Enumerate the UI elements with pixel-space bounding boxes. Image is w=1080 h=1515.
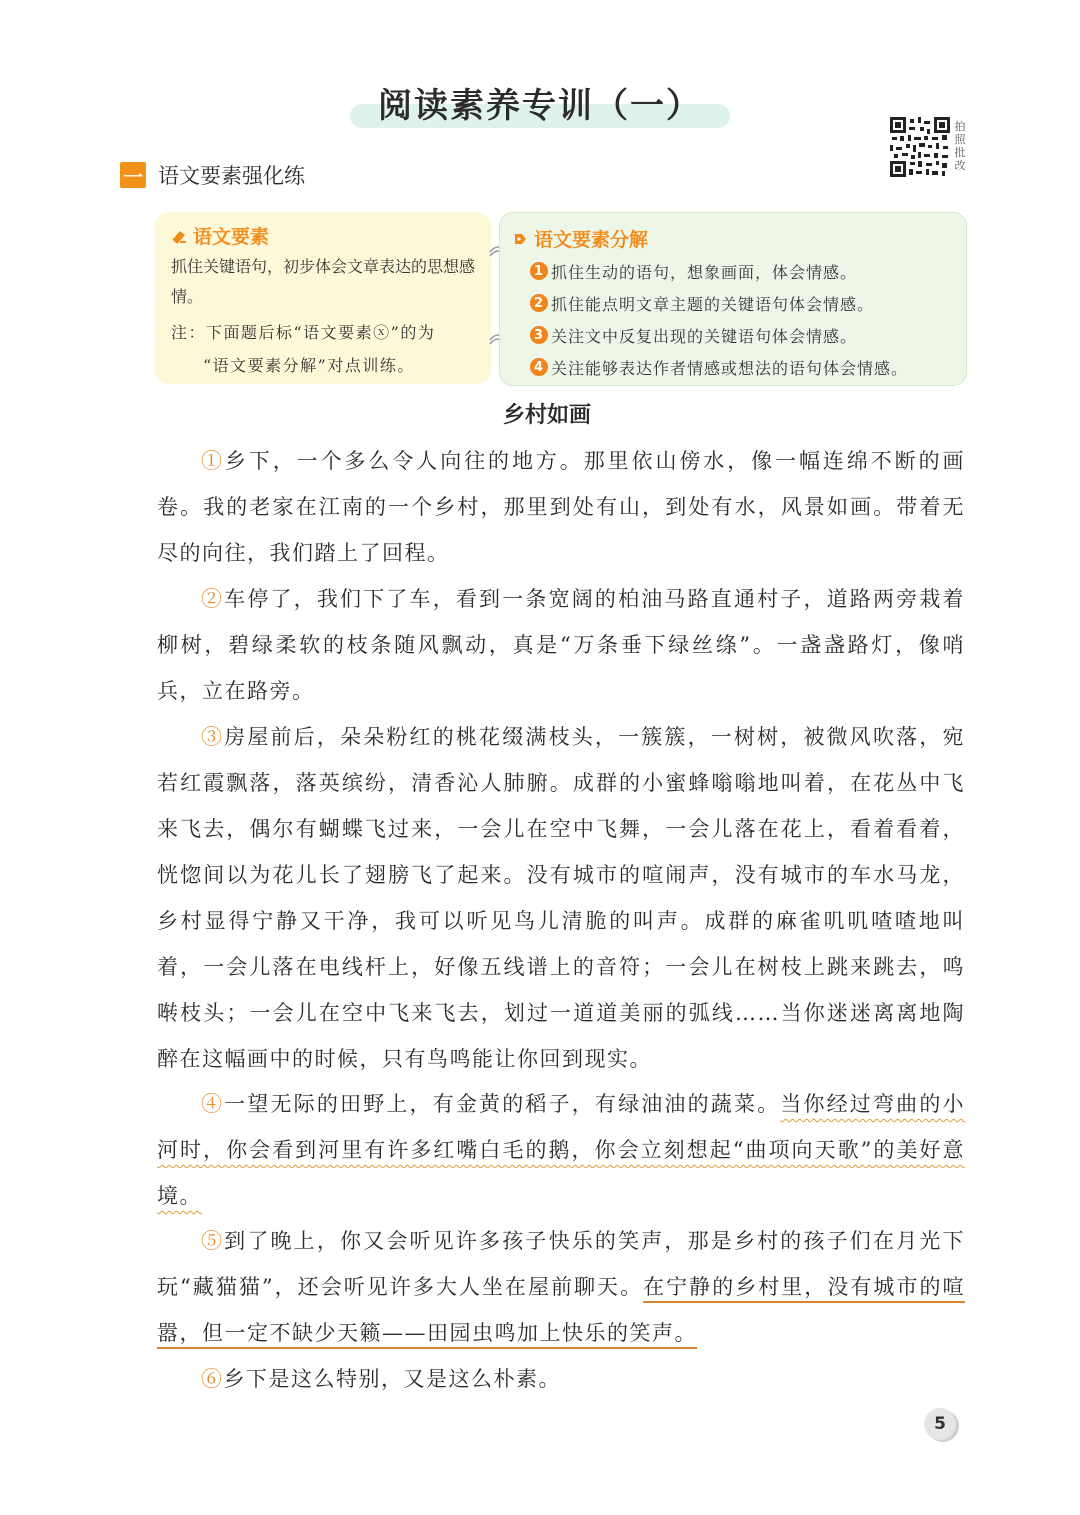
paragraph-marker: ④: [201, 1092, 225, 1116]
breakdown-item: [530, 287, 908, 319]
paragraph-text: 到了晚上，你又会听见许多孩子快乐的笑声，那是乡村的孩子们在月光下玩“藏猫猫”，还会听见许多大人坐在屋前聊天。: [157, 1229, 965, 1299]
breakdown-item: [530, 351, 908, 383]
note-line-1: 注：下面题后标“语文要素ⓧ”的为: [171, 323, 436, 342]
paragraph-text: 房屋前后，朵朵粉红的桃花缀满枝头，一簇簇，一树树，被微风吹落，宛若红霞飘落，落英缤纷，清香沁人肺腑。成群的小蜜蜂嗡嗡地叫着，在花丛中飞来飞去，偶尔有蝴蝶飞过来，一会儿在空中飞舞，一会儿落在花上，看着看着，恍惚间以为花儿长了翅膀飞了起来。没有城市的喧闹声，没有城市的车水马龙，乡村显得宁静又干净，我可以听见鸟儿清脆的叫声。成群的麻雀叽叽喳喳地叫着，一会儿落在电线杆上，好像五线谱上的音符；一会儿在树枝上跳来跳去，鸣啭枝头；一会儿在空中飞来飞去，划过一道道美丽的弧线……当你迷迷离离地陶醉在这幅画中的时候，只有鸟鸣能让你回到现实。: [157, 725, 965, 1071]
title-banner: [350, 80, 730, 132]
language-element-note: [171, 316, 483, 382]
language-element-box: [155, 212, 491, 384]
language-element-breakdown-box: [499, 212, 967, 386]
paragraph-marker: ③: [201, 725, 225, 749]
paragraph-text: 车停了，我们下了车，看到一条宽阔的柏油马路直通村子，道路两旁栽着柳树，碧绿柔软的枝条随风飘动，真是“万条垂下绿丝绦”。一盏盏路灯，像哨兵，立在路旁。: [157, 587, 965, 703]
language-element-description: 抓住关键语句，初步体会文章表达的思想感情。: [171, 257, 476, 306]
item-number-badge: 1: [530, 262, 548, 280]
paragraph-1: [157, 438, 965, 576]
section-heading: [120, 160, 305, 190]
paragraph-marker: ①: [201, 449, 225, 473]
paragraph-6: [157, 1356, 965, 1402]
pencil-icon: [512, 231, 528, 247]
item-number-badge: 2: [530, 294, 548, 312]
breakdown-item: [530, 319, 908, 351]
article-title: 乡村如画: [502, 403, 591, 428]
paragraph-4: [157, 1081, 965, 1219]
paragraph-marker: ②: [201, 587, 225, 611]
item-text: 关注能够表达作者情感或想法的语句体会情感。: [551, 358, 909, 378]
paragraph-text: 一望无际的田野上，有金黄的稻子，有绿油油的蔬菜。: [224, 1092, 781, 1116]
language-element-heading: [171, 222, 269, 249]
item-text: 关注文中反复出现的关键语句体会情感。: [551, 326, 858, 346]
page-title: 阅读素养专训（一）: [378, 86, 702, 126]
paragraph-marker: ⑥: [201, 1367, 224, 1391]
item-text: 抓住生动的语句，想象画面，体会情感。: [551, 262, 858, 282]
paragraph-5: [157, 1218, 965, 1356]
item-text: 抓住能点明文章主题的关键语句体会情感。: [551, 294, 875, 314]
language-element-heading-text: 语文要素: [193, 226, 270, 248]
underlined-sentence: 在宁静的乡村里，没有城市的喧嚣，但一定不缺少天籁——田园虫鸣加上快乐的笑声。: [157, 1275, 965, 1345]
note-line-2: “语文要素分解”对点训练。: [203, 356, 415, 375]
paragraph-marker: ⑤: [201, 1229, 225, 1253]
paragraph-2: [157, 576, 965, 714]
item-number-badge: 3: [530, 326, 548, 344]
section-number-badge: 一: [120, 162, 146, 188]
breakdown-item: [530, 255, 908, 287]
paragraph-text: 乡下是这么特别，又是这么朴素。: [223, 1367, 561, 1391]
breakdown-heading: [512, 225, 648, 252]
wavy-underlined-sentence: 当你经过弯曲的小河时，你会看到河里有许多红嘴白毛的鹅，你会立刻想起“曲项向天歌”的美好意境。: [157, 1092, 965, 1208]
item-number-badge: 4: [530, 358, 548, 376]
breakdown-heading-text: 语文要素分解: [534, 229, 649, 251]
eraser-icon: [171, 228, 187, 244]
breakdown-list: [530, 255, 908, 383]
qr-label: 拍照批改: [954, 120, 966, 172]
paragraph-3: [157, 714, 965, 1082]
section-title: 语文要素强化练: [158, 164, 305, 188]
qr-code-icon[interactable]: [890, 117, 950, 177]
paragraph-text: 乡下，一个多么令人向往的地方。那里依山傍水，像一幅连绵不断的画卷。我的老家在江南的一个乡村，那里到处有山，到处有水，风景如画。带着无尽的向往，我们踏上了回程。: [157, 449, 965, 565]
page-number: 5: [924, 1408, 956, 1440]
